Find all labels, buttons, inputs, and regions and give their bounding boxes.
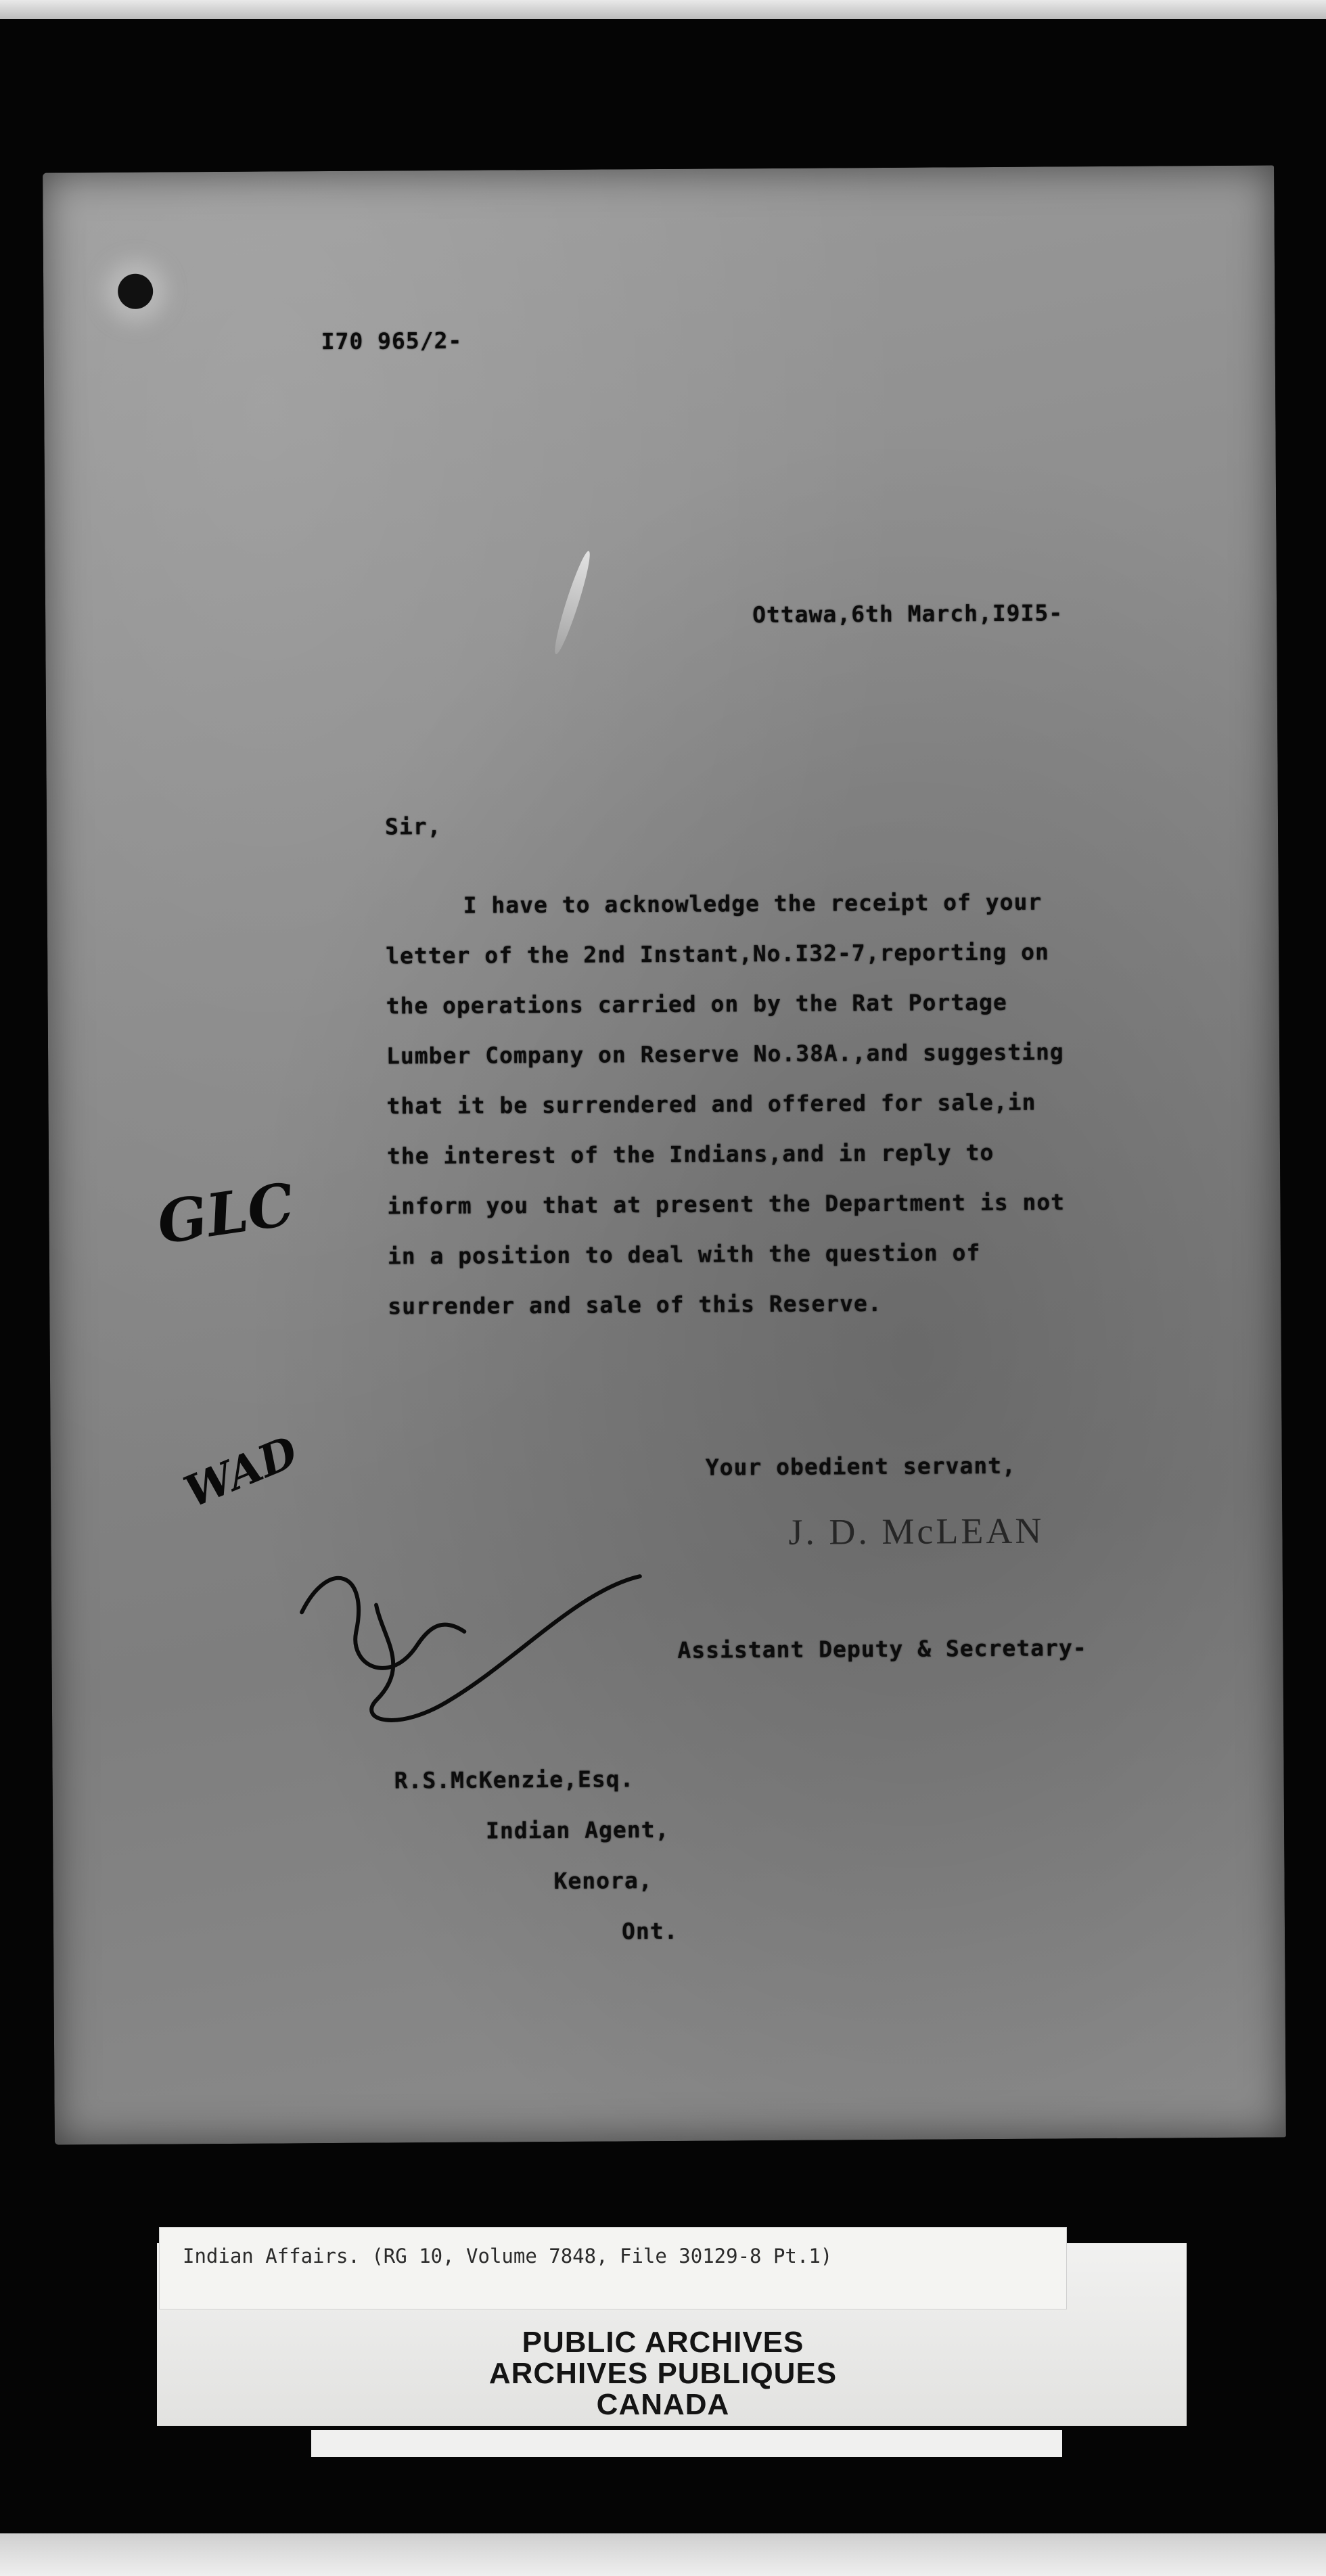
signature-stamp: J. D. McLEAN [788, 1510, 1045, 1552]
body-line: inform you that at present the Department is not [387, 1189, 1066, 1220]
letter-page [43, 165, 1286, 2144]
archive-reference: Indian Affairs. (RG 10, Volume 7848, File 30129-8 Pt.1) [183, 2245, 833, 2268]
closing: Your obedient servant, [705, 1452, 1017, 1481]
body-line: the operations carried on by the Rat Portage [386, 988, 1007, 1019]
film-edge-top [0, 0, 1326, 19]
archive-name-en: PUBLIC ARCHIVES [522, 2326, 804, 2359]
addressee-line: Kenora, [553, 1867, 653, 1895]
body-line: letter of the 2nd Instant,No.I32-7,reporting on [386, 938, 1050, 969]
body-line: the interest of the Indians,and in reply to [386, 1139, 994, 1170]
body-line: Lumber Company on Reserve No.38A.,and suggesting [386, 1038, 1064, 1070]
punch-hole [118, 274, 153, 309]
signatory-title: Assistant Deputy & Secretary- [677, 1634, 1087, 1663]
addressee-line: Ont. [621, 1917, 679, 1945]
handwritten-initials-wad: WAD [177, 1426, 305, 1518]
paper-smudge [550, 549, 595, 656]
body-line: that it be surrendered and offered for sale,in [386, 1088, 1036, 1120]
body-line: surrender and sale of this Reserve. [388, 1290, 882, 1320]
file-number: I70 965/2- [321, 327, 463, 355]
body-line: in a position to deal with the question of [387, 1239, 981, 1270]
body-line: I have to acknowledge the receipt of your [463, 888, 1043, 919]
film-edge-bottom [0, 2533, 1326, 2576]
archive-card-base [311, 2430, 1062, 2457]
addressee-line: R.S.McKenzie,Esq. [394, 1766, 635, 1794]
addressee-line: Indian Agent, [485, 1816, 670, 1844]
reference-label [159, 2227, 1067, 2309]
salutation: Sir, [384, 813, 442, 840]
handwritten-initials-glc: GLC [153, 1170, 299, 1258]
archive-country: CANADA [596, 2388, 730, 2421]
archive-name-fr: ARCHIVES PUBLIQUES [488, 2357, 838, 2390]
date-line: Ottawa,6th March,I9I5- [752, 599, 1064, 628]
